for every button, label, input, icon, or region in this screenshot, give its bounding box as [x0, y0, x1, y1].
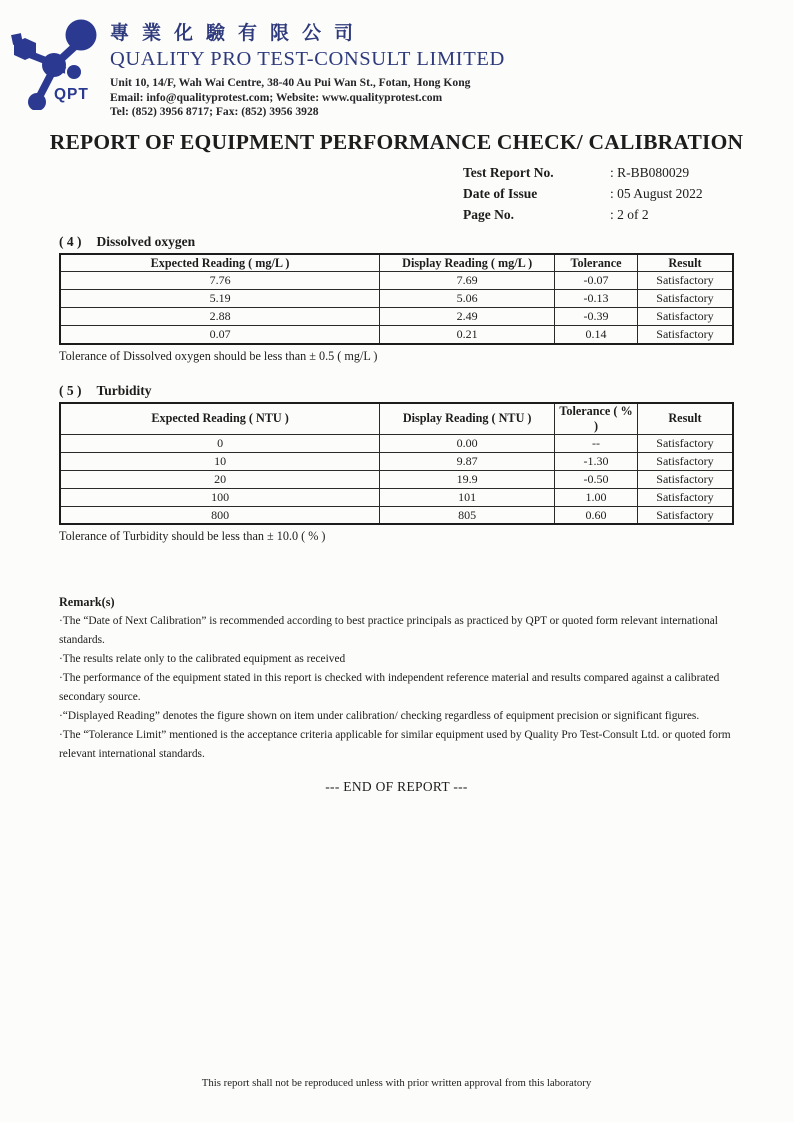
- remarks-heading: Remark(s): [59, 595, 115, 610]
- cell: Satisfactory: [637, 272, 733, 290]
- report-info-row: [463, 183, 793, 204]
- header-cell: Display Reading ( NTU ): [380, 403, 555, 435]
- header-cell: Expected Reading ( NTU ): [60, 403, 380, 435]
- cell: 805: [380, 506, 555, 524]
- remark-item: ·The performance of the equipment stated in this report is checked with independent reference material and results compared against a calibrated secondary source.: [59, 672, 720, 704]
- date-of-issue-label: Date of Issue: [463, 185, 538, 201]
- table-header-row: [60, 254, 733, 272]
- cell: 5.06: [380, 290, 555, 308]
- page-number-label: Page No.: [463, 206, 514, 222]
- table-header-row: [60, 403, 733, 435]
- section-number: ( 4 ): [59, 233, 82, 249]
- remark-item: ·“Displayed Reading” denotes the figure shown on item under calibration/ checking regardless of equipment precision or significant figures.: [59, 710, 700, 723]
- section-label: Dissolved oxygen: [96, 233, 196, 249]
- section-turbidity: [59, 383, 734, 545]
- cell: Satisfactory: [637, 326, 733, 344]
- company-address: Unit 10, 14/F, Wah Wai Centre, 38-40 Au Pui Wan St., Fotan, Hong Kong: [110, 76, 471, 89]
- section-number: ( 5 ): [59, 382, 82, 398]
- cell: Satisfactory: [637, 434, 733, 452]
- cell: 0: [60, 434, 380, 452]
- footer-disclaimer: This report shall not be reproduced unless with prior written approval from this laboratory: [201, 1077, 592, 1089]
- report-info: [463, 162, 793, 225]
- cell: 1.00: [555, 488, 638, 506]
- table-row: [60, 308, 733, 326]
- remark-item: ·The results relate only to the calibrated equipment as received: [59, 653, 346, 666]
- cell: Satisfactory: [637, 290, 733, 308]
- remark-item: ·The “Tolerance Limit” mentioned is the acceptance criteria applicable for similar equipment used by Quality Pro Test-Consult Ltd. or quoted form relevant international standards.: [59, 729, 731, 761]
- cell: Satisfactory: [637, 452, 733, 470]
- cell: -0.07: [555, 272, 638, 290]
- cell: 20: [60, 470, 380, 488]
- header-cell: Expected Reading ( mg/L ): [60, 254, 380, 272]
- cell: Satisfactory: [637, 470, 733, 488]
- cell: 2.49: [380, 308, 555, 326]
- cell: Satisfactory: [637, 506, 733, 524]
- company-contact-block: [110, 76, 505, 120]
- cell: 0.07: [60, 326, 380, 344]
- remarks-section: [59, 593, 737, 764]
- turbidity-table: [59, 402, 734, 526]
- tolerance-note: Tolerance of Turbidity should be less than ± 10.0 ( % ): [59, 529, 326, 544]
- section-heading: [59, 234, 734, 250]
- table-row: [60, 470, 733, 488]
- cell: 7.76: [60, 272, 380, 290]
- dissolved-oxygen-table: [59, 253, 734, 345]
- header-cell: Display Reading ( mg/L ): [380, 254, 555, 272]
- cell: 0.14: [555, 326, 638, 344]
- table-row: [60, 488, 733, 506]
- cell: 9.87: [380, 452, 555, 470]
- company-email-website: Email: info@qualityprotest.com; Website: www.qualityprotest.com: [110, 90, 443, 104]
- tolerance-note: Tolerance of Dissolved oxygen should be less than ± 0.5 ( mg/L ): [59, 348, 378, 363]
- cell: 2.88: [60, 308, 380, 326]
- report-title: REPORT OF EQUIPMENT PERFORMANCE CHECK/ CALIBRATION: [49, 129, 744, 154]
- remark-item: ·The “Date of Next Calibration” is recommended according to best practice principals as practiced by QPT or quoted form relevant international standards.: [59, 615, 718, 647]
- report-info-row: [463, 162, 793, 183]
- cell: -1.30: [555, 452, 638, 470]
- section-heading: [59, 383, 734, 399]
- page-number-value: : 2 of 2: [610, 206, 649, 222]
- company-name-chinese: 專業化驗有限公司: [110, 23, 367, 44]
- cell: 800: [60, 506, 380, 524]
- cell: 0.60: [555, 506, 638, 524]
- cell: 0.21: [380, 326, 555, 344]
- header-cell: Result: [637, 403, 733, 435]
- table-row: [60, 506, 733, 524]
- cell: -0.50: [555, 470, 638, 488]
- header-cell: Result: [637, 254, 733, 272]
- header-cell: Tolerance: [555, 254, 638, 272]
- table-row: [60, 290, 733, 308]
- date-of-issue-value: : 05 August 2022: [610, 185, 703, 201]
- cell: Satisfactory: [637, 488, 733, 506]
- cell: 5.19: [60, 290, 380, 308]
- cell: 19.9: [380, 470, 555, 488]
- cell: 7.69: [380, 272, 555, 290]
- table-row: [60, 434, 733, 452]
- report-number-value: : R-BB080029: [610, 164, 690, 180]
- report-info-row: [463, 204, 793, 225]
- table-row: [60, 452, 733, 470]
- header-cell: Tolerance ( % ): [555, 403, 638, 435]
- cell: -0.39: [555, 308, 638, 326]
- table-row: [60, 272, 733, 290]
- letterhead: [0, 0, 793, 120]
- cell: 101: [380, 488, 555, 506]
- cell: -0.13: [555, 290, 638, 308]
- qpt-molecule-logo-icon: [8, 10, 104, 110]
- company-name: QUALITY PRO TEST-CONSULT LIMITED: [110, 48, 505, 70]
- section-label: Turbidity: [96, 382, 152, 398]
- table-row: [60, 326, 733, 344]
- cell: 10: [60, 452, 380, 470]
- report-number-label: Test Report No.: [463, 164, 554, 180]
- svg-text:QPT: QPT: [54, 86, 89, 103]
- letterhead-text: [104, 10, 505, 120]
- end-of-report: --- END OF REPORT ---: [325, 779, 468, 795]
- cell: 100: [60, 488, 380, 506]
- company-tel-fax: Tel: (852) 3956 8717; Fax: (852) 3956 3928: [110, 105, 319, 119]
- section-dissolved-oxygen: [59, 234, 734, 364]
- cell: 0.00: [380, 434, 555, 452]
- cell: Satisfactory: [637, 308, 733, 326]
- cell: --: [555, 434, 638, 452]
